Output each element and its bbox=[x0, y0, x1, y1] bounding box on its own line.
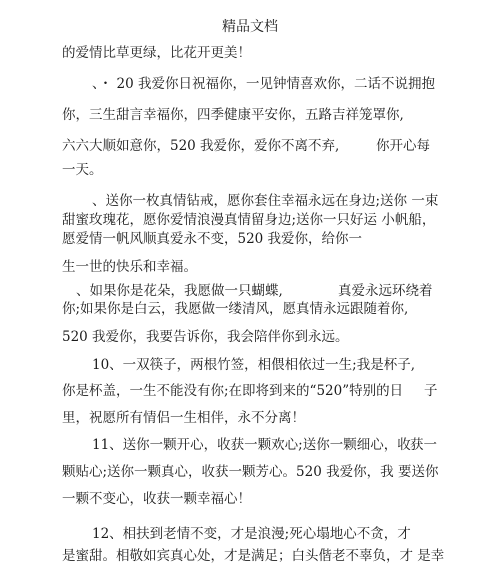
text-line: 生一世的快乐和幸福。 bbox=[62, 259, 197, 275]
text-line: 获一 bbox=[410, 437, 437, 453]
text-line: 520 我爱你，我要告诉你，我会陪伴你到永远。 bbox=[62, 329, 349, 345]
text-line: 10、一双筷子，两根竹签，相偎相依过一生;我是杯子, bbox=[92, 357, 416, 373]
text-line: 真爱永远环绕着 bbox=[338, 283, 433, 299]
text-line: 子 bbox=[424, 383, 438, 399]
text-line: 是蜜甜。相敬如宾真心处，才是满足；白头偕老不辜负，才 是幸 bbox=[62, 548, 445, 564]
text-line: 要送你 bbox=[398, 464, 439, 480]
text-line: 你;如果你是白云，我愿做一缕清风，愿真情永远跟随着你, bbox=[62, 301, 409, 317]
text-line: 你开心每 bbox=[376, 138, 430, 154]
text-line: 12、相扶到老情不变，才是浪漫;死心塌地心不贪，才 bbox=[92, 526, 411, 542]
text-line: 六六大顺如意你，520 我爱你，爱你不离不弃, bbox=[62, 138, 340, 154]
text-line: 愿爱情一帆风顺真爱永不变，520 我爱你，给你一 bbox=[62, 231, 363, 247]
text-line: 里，祝愿所有情侣一生相伴，永不分离！ bbox=[62, 410, 305, 426]
text-line: 一天。 bbox=[62, 162, 103, 178]
text-line: 一颗不变心，收获一颗幸福心！ bbox=[62, 491, 251, 507]
text-line: 颗贴心;送你一颗真心，收获一颗芳心。520 我爱你，我 bbox=[62, 464, 394, 480]
text-line: 你是杯盖，一生不能没有你;在即将到来的“520”特别的日 bbox=[62, 383, 404, 399]
text-line: 、如果你是花朵，我愿做一只蝴蝶, bbox=[76, 283, 283, 299]
text-line: 11、送你一颗开心，收获一颗欢心;送你一颗细心，收 bbox=[92, 437, 411, 453]
text-line: 甜蜜玫瑰花，愿你爱情浪漫真情留身边;送你一只好运 小帆船， bbox=[62, 212, 436, 228]
text-line: 、・ 20 我爱你日祝福你，一见钟情喜欢你，二话不说拥抱 bbox=[92, 76, 436, 92]
text-line: 你，三生甜言幸福你，四季健康平安你，五路吉祥笼罩你, bbox=[62, 107, 404, 123]
text-line: 的爱情比草更绿，比花开更美！ bbox=[62, 45, 251, 61]
text-line: 、送你一枚真情钻戒，愿你套住幸福永远在身边;送你 一束 bbox=[92, 193, 439, 209]
document-header: 精品文档 bbox=[222, 19, 278, 35]
